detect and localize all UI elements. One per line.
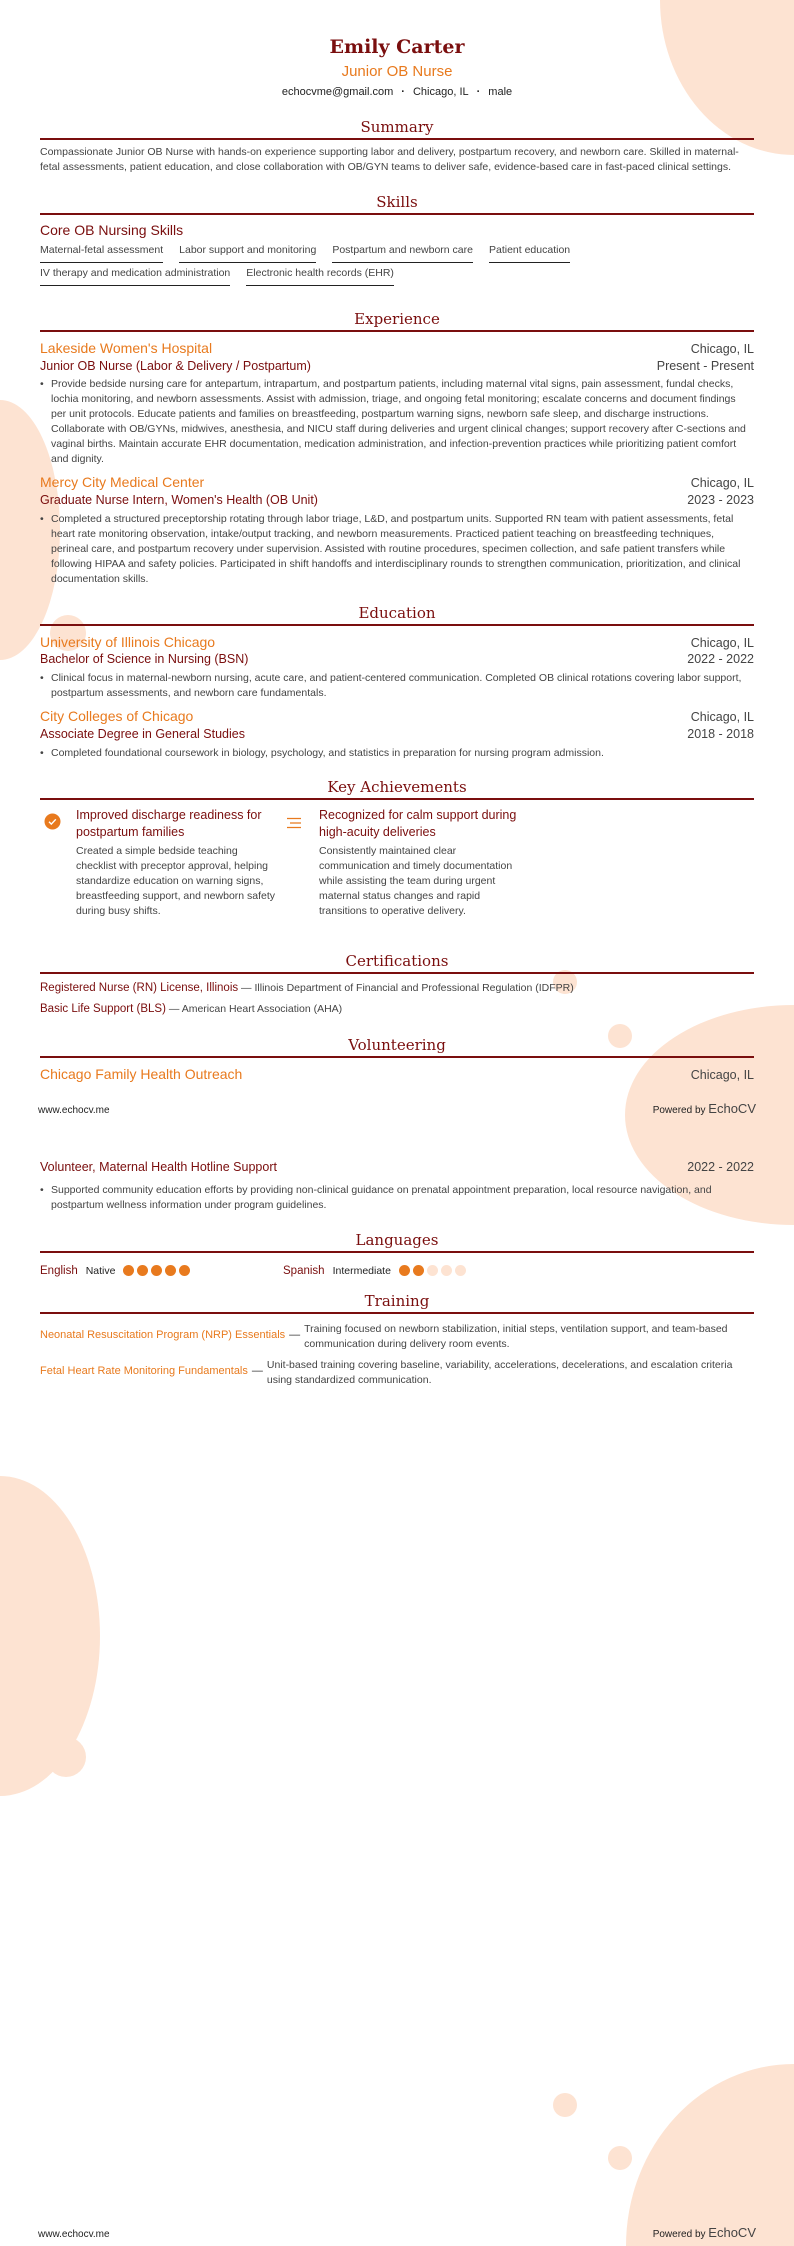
volunteer-location: Chicago, IL [690, 1068, 754, 1082]
footer-site-link[interactable]: www.echocv.me [38, 2229, 110, 2240]
rating-dot-filled [123, 1265, 134, 1276]
education-degree-row [40, 652, 754, 666]
certification-item: Registered Nurse (RN) License, Illinois — Illinois Department of Financial and Professional Regulation (IDFPR) [40, 982, 574, 994]
brand-name: EchoCV [708, 2225, 756, 2240]
separator: · [401, 86, 405, 98]
training-desc: Training focused on newborn stabilization, initial steps, ventilation support, and team-based communication during delivery room events. [304, 1323, 728, 1350]
employer: Mercy City Medical Center [40, 474, 205, 490]
job-title: Junior OB Nurse [341, 63, 453, 80]
lines-icon [286, 816, 302, 834]
achievement-title: Recognized for calm support during high-acuity deliveries [319, 808, 517, 839]
decor-circle [608, 2146, 632, 2170]
school: University of Illinois Chicago [40, 634, 216, 650]
section-heading-summary: Summary [40, 118, 754, 140]
separator: — [289, 1329, 301, 1341]
footer-powered [653, 2225, 756, 2240]
skill-tag: Labor support and monitoring [179, 244, 316, 263]
job-role: Graduate Nurse Intern, Women's Health (OB Unit) [40, 493, 318, 507]
education-header [40, 634, 754, 650]
section-heading-experience: Experience [40, 310, 754, 332]
section-heading-achievements: Key Achievements [40, 778, 754, 800]
job-bullet: • Provide bedside nursing care for antepartum, intrapartum, and postpartum patients, including maternal vital signs, pain assessment, fundal checks, lochia monitoring, and newborn assessments. Assist with admission, triage, and ongoing fetal monitoring; escalate concerns and document findings per unit protocols. Educate patients and families on breastfeeding, postpartum warning signs, newborn safe sleep, and discharge instructions. Collaborate with OB/GYNs, midwives, anesthesia, and NICU staff during deliveries and urgent clinical changes; support recovery after C-sections and vaginal births. Maintain accurate EHR documentation, medication administration, and infection-prevention practices while prioritizing patient comfort and dignity. [40, 377, 752, 467]
language-rating [123, 1261, 193, 1278]
check-circle-icon [44, 813, 61, 835]
brand-name: EchoCV [708, 1101, 756, 1116]
language-name: Spanish [283, 1265, 325, 1277]
section-heading-volunteering: Volunteering [40, 1036, 754, 1058]
skill-tag: IV therapy and medication administration [40, 267, 230, 286]
job-dates: 2023 - 2023 [687, 493, 754, 507]
skill-tag: Electronic health records (EHR) [246, 267, 394, 286]
certification-issuer: Illinois Department of Financial and Professional Regulation (IDFPR) [254, 982, 574, 994]
job-location: Chicago, IL [690, 476, 754, 490]
language-item [283, 1261, 469, 1279]
experience-header [40, 474, 754, 490]
education-bullet: • Clinical focus in maternal-newborn nursing, acute care, and patient-centered communication. Completed OB clinical rotations covering labor support, postpartum assessments, and newborn care fundamentals. [40, 671, 752, 701]
experience-role-row [40, 493, 754, 507]
job-dates: Present - Present [656, 359, 754, 373]
powered-by-label: Powered by [652, 2229, 706, 2240]
skill-tag: Patient education [489, 244, 570, 263]
volunteer-dates: 2022 - 2022 [687, 1160, 754, 1174]
language-level: Native [85, 1265, 116, 1277]
job-bullet: • Completed a structured preceptorship rotating through labor triage, L&D, and postpartum units. Supported RN team with patient assessments, fetal heart rate monitoring observation, intake/output tracking, and newborn measurements. Practiced patient teaching on breastfeeding techniques, perineal care, and postpartum recovery under supervision. Assisted with routine procedures, specimen collection, and safe patient transfers while following HIPAA and safety policies. Participated in shift handoffs and interdisciplinary rounds to strengthen communication, prioritization, and clinical documentation skills. [40, 512, 752, 587]
achievement-title: Improved discharge readiness for postpartum families [76, 808, 262, 839]
decor-circle [46, 1737, 86, 1777]
powered-by-label: Powered by [652, 1105, 706, 1116]
rating-dot-empty [441, 1265, 452, 1276]
job-location: Chicago, IL [690, 342, 754, 356]
experience-role-row [40, 359, 754, 373]
section-heading-education: Education [40, 604, 754, 626]
separator: · [476, 86, 481, 98]
footer-powered [653, 1101, 756, 1116]
skill-tags [40, 244, 754, 286]
gender: male [488, 86, 513, 98]
school-location: Chicago, IL [690, 710, 754, 724]
volunteering-header [40, 1066, 754, 1082]
job-role: Junior OB Nurse (Labor & Delivery / Postpartum) [40, 359, 311, 373]
decor-circle [553, 2093, 577, 2117]
rating-dot-empty [455, 1265, 466, 1276]
contact-line [0, 86, 794, 98]
education-header [40, 708, 754, 724]
location: Chicago, IL [412, 86, 469, 98]
certification-name: Registered Nurse (RN) License, Illinois [40, 982, 239, 994]
section-heading-languages: Languages [40, 1231, 754, 1253]
volunteer-bullet: • Supported community education efforts by providing non-clinical guidance on prenatal appointment preparation, local resource navigation, and postpartum wellness information under program guidelines. [40, 1183, 752, 1213]
certification-item: Basic Life Support (BLS) — American Heart Association (AHA) [40, 1003, 343, 1015]
language-item [40, 1261, 193, 1279]
training-item [40, 1358, 754, 1388]
achievement-desc: Created a simple bedside teaching checklist with preceptor approval, helping standardize education on warning signs, breastfeeding support, and newborn safety during busy shifts. [76, 845, 276, 917]
certification-name: Basic Life Support (BLS) [40, 1003, 166, 1015]
rating-dot-filled [137, 1265, 148, 1276]
section-heading-certifications: Certifications [40, 952, 754, 974]
education-degree-row [40, 727, 754, 741]
volunteer-org: Chicago Family Health Outreach [40, 1066, 243, 1082]
volunteering-role-row [40, 1160, 754, 1174]
rating-dot-filled [179, 1265, 190, 1276]
employer: Lakeside Women's Hospital [40, 340, 213, 356]
language-name: English [40, 1265, 78, 1277]
skill-tag: Postpartum and newborn care [332, 244, 473, 263]
rating-dot-filled [151, 1265, 162, 1276]
achievement-desc: Consistently maintained clear communication and timely documentation while assisting the team during urgent maternal status changes and rapid transitions to operative delivery. [319, 845, 513, 917]
school: City Colleges of Chicago [40, 708, 194, 724]
decor-blob [626, 2064, 794, 2246]
footer-site-link[interactable]: www.echocv.me [38, 1105, 110, 1116]
rating-dot-filled [413, 1265, 424, 1276]
rating-dot-filled [399, 1265, 410, 1276]
education-dates: 2018 - 2018 [687, 727, 754, 741]
degree: Bachelor of Science in Nursing (BSN) [40, 652, 249, 666]
section-heading-skills: Skills [40, 193, 754, 215]
skill-group-title: Core OB Nursing Skills [40, 222, 184, 238]
school-location: Chicago, IL [690, 636, 754, 650]
experience-header [40, 340, 754, 356]
volunteer-role: Volunteer, Maternal Health Hotline Support [40, 1160, 277, 1174]
training-item [40, 1322, 754, 1352]
separator: — [251, 1365, 263, 1377]
training-name: Neonatal Resuscitation Program (NRP) Essentials [40, 1329, 286, 1341]
training-desc: Unit-based training covering baseline, variability, accelerations, decelerations, and escalation criteria using standardized communication. [266, 1359, 733, 1386]
candidate-name: Emily Carter [329, 36, 465, 58]
summary-text: Compassionate Junior OB Nurse with hands-on experience supporting labor and delivery, postpartum recovery, and newborn care. Skilled in maternal-fetal assessments, patient education, and close collaboration with OB/GYN teams to deliver safe, evidence-based care in fast-paced clinical settings. [40, 146, 739, 173]
certification-issuer: American Heart Association (AHA) [181, 1003, 343, 1015]
language-level: Intermediate [332, 1265, 391, 1277]
email-link[interactable]: echocvme@gmail.com [281, 86, 394, 98]
education-dates: 2022 - 2022 [687, 652, 754, 666]
education-bullet: • Completed foundational coursework in biology, psychology, and statistics in preparation for nursing program admission. [40, 746, 752, 761]
language-rating [399, 1261, 469, 1278]
training-name: Fetal Heart Rate Monitoring Fundamentals [40, 1365, 248, 1377]
degree: Associate Degree in General Studies [40, 727, 245, 741]
rating-dot-empty [427, 1265, 438, 1276]
rating-dot-filled [165, 1265, 176, 1276]
section-heading-training: Training [40, 1292, 754, 1314]
skill-tag: Maternal-fetal assessment [40, 244, 163, 263]
